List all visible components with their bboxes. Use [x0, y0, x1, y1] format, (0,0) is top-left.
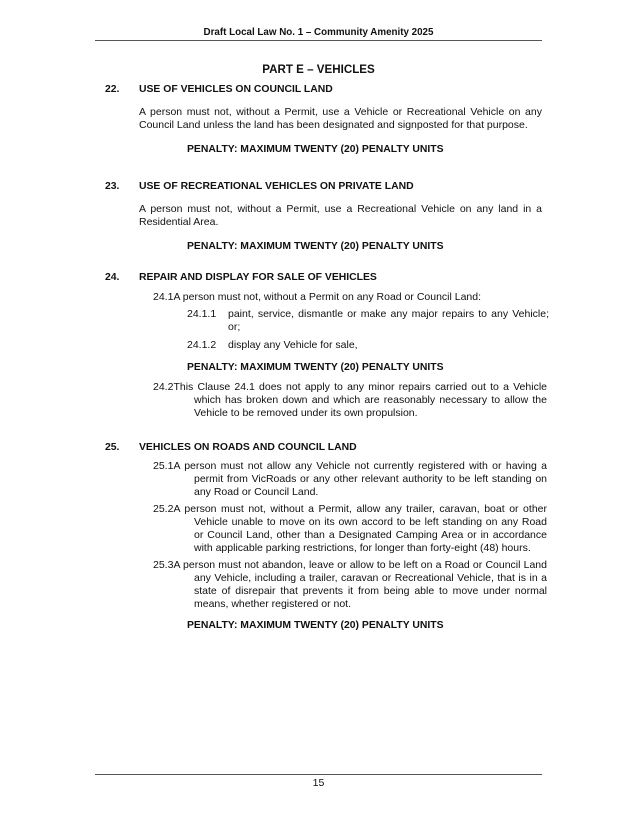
subclause-text: paint, service, dismantle or make any major repairs to any Vehicle; or; [228, 308, 549, 333]
clause-25-1 [153, 460, 547, 499]
header-divider [95, 40, 542, 41]
section-24-heading [105, 272, 377, 283]
section-22-body: A person must not, without a Permit, use a Vehicle or Recreational Vehicle on any Council Land unless the land has been designated and signposted for that purpose. [139, 106, 542, 131]
section-title: REPAIR AND DISPLAY FOR SALE OF VEHICLES [139, 272, 377, 283]
subclause-number: 24.1.1 [187, 308, 217, 320]
part-title: PART E – VEHICLES [262, 63, 375, 76]
clause-24-1 [153, 291, 547, 304]
section-23-body: A person must not, without a Permit, use a Recreational Vehicle on any land in a Residential Area. [139, 203, 542, 228]
clause-text: A person must not, without a Permit on any Road or Council Land: [173, 291, 482, 303]
section-number: 23. [105, 181, 120, 192]
clause-number: 24.1 [153, 291, 174, 303]
section-25-penalty: PENALTY: MAXIMUM TWENTY (20) PENALTY UNITS [187, 620, 444, 631]
clause-text: A person must not, without a Permit, allow any trailer, caravan, boat or other Vehicle unable to move on its own accord to be left standing on any Road or Council Land, other than a Designated Camping Area or in accordance with applicable parking restrictions, for longer than forty-eight (48) hours. [173, 503, 547, 554]
section-23-heading [105, 181, 414, 192]
clause-text: A person must not allow any Vehicle not currently registered with or having a permit from VicRoads or any other relevant authority to be left standing on any Road or Council Land. [173, 460, 547, 498]
section-number: 24. [105, 272, 120, 283]
section-24-penalty: PENALTY: MAXIMUM TWENTY (20) PENALTY UNITS [187, 362, 444, 373]
subclause-24-1-1 [187, 308, 549, 334]
clause-text: A person must not abandon, leave or allow to be left on a Road or Council Land any Vehicle, including a trailer, caravan or Recreational Vehicle, that is in a state of disrepair that prevents it from being able to move under normal means, whether registered or not. [173, 559, 547, 610]
clause-25-3 [153, 559, 547, 611]
subclause-24-1-2 [187, 339, 549, 352]
section-title: VEHICLES ON ROADS AND COUNCIL LAND [139, 442, 357, 453]
page-header-title: Draft Local Law No. 1 – Community Amenity 2025 [203, 27, 434, 38]
section-title: USE OF RECREATIONAL VEHICLES ON PRIVATE LAND [139, 181, 414, 192]
section-23-penalty: PENALTY: MAXIMUM TWENTY (20) PENALTY UNITS [187, 241, 444, 252]
clause-number: 25.1 [153, 460, 174, 472]
footer-divider [95, 774, 542, 775]
section-title: USE OF VEHICLES ON COUNCIL LAND [139, 84, 333, 95]
clause-number: 25.3 [153, 559, 174, 571]
section-number: 22. [105, 84, 120, 95]
clause-text: This Clause 24.1 does not apply to any minor repairs carried out to a Vehicle which has broken down and which are reasonably necessary to allow the Vehicle to be removed under its own propulsion. [173, 381, 547, 419]
subclause-number: 24.1.2 [187, 339, 217, 351]
section-25-heading [105, 442, 357, 453]
clause-24-2 [153, 381, 547, 420]
subclause-text: display any Vehicle for sale, [228, 339, 358, 351]
section-22-penalty: PENALTY: MAXIMUM TWENTY (20) PENALTY UNITS [187, 144, 444, 155]
clause-number: 25.2 [153, 503, 174, 515]
section-number: 25. [105, 442, 120, 453]
clause-number: 24.2 [153, 381, 174, 393]
section-22-heading [105, 84, 333, 95]
page-number: 15 [312, 777, 325, 789]
clause-25-2 [153, 503, 547, 555]
